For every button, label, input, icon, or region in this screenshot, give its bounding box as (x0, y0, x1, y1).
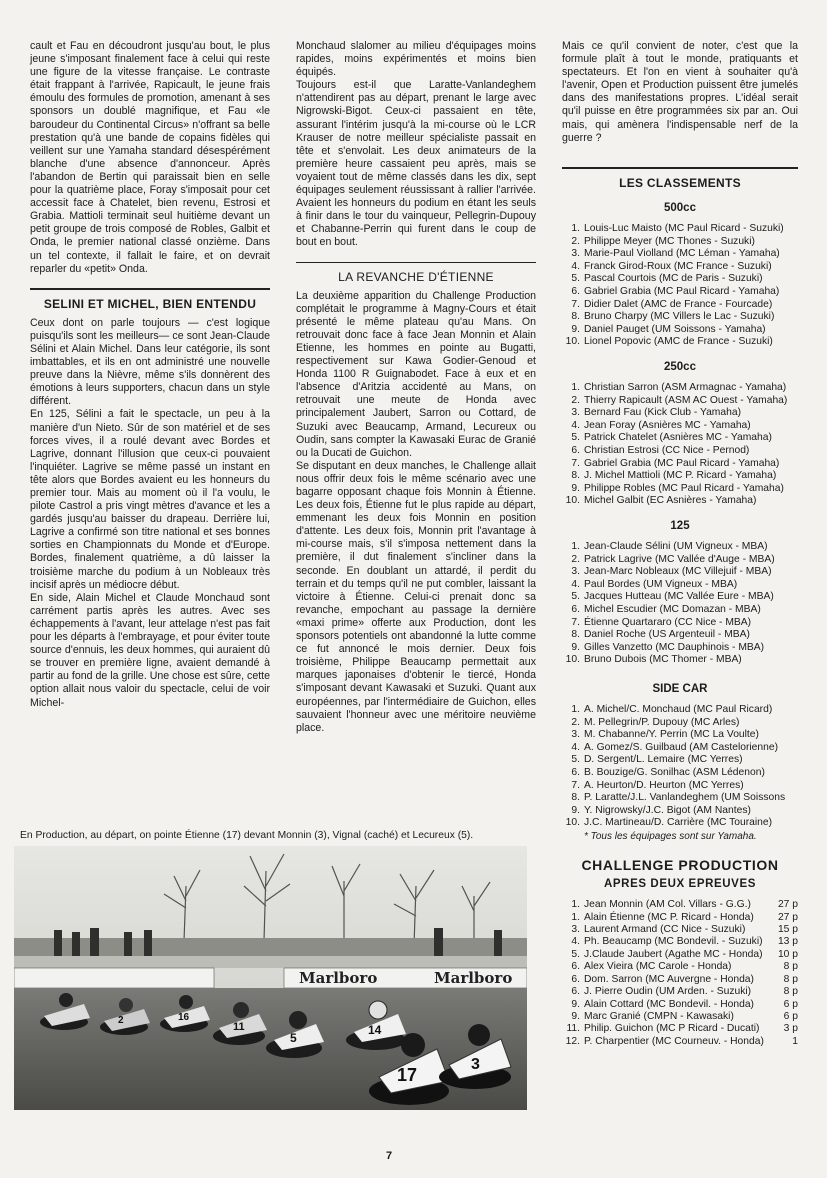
rank-number: 1. (571, 222, 580, 234)
rank-number: 6. (571, 444, 580, 456)
ranking-125 (562, 541, 798, 667)
rank-entry: Gabriel Grabia (MC Paul Ricard - Yamaha) (584, 457, 780, 469)
rank-points: 8 p (783, 973, 798, 985)
rank-points: 1 (792, 1035, 798, 1047)
classements-heading: LES CLASSEMENTS (562, 167, 798, 190)
race-number: 2 (118, 1015, 124, 1026)
rank-points: 15 p (777, 924, 798, 936)
rank-entry: J.C. Martineau/D. Carrière (MC Touraine) (584, 817, 773, 829)
rank-entry: Alain Cottard (MC Bondevil. - Honda) (584, 998, 754, 1010)
race-number: 17 (397, 1065, 418, 1085)
rank-number: 6. (571, 285, 580, 297)
rank-entry: J.Claude Jaubert (Agathe MC - Honda) (584, 948, 763, 960)
rank-number: 7. (571, 298, 580, 310)
ranking-row (562, 604, 798, 617)
rank-entry: A. Heurton/D. Heurton (MC Yerres) (584, 779, 744, 791)
article-column-3 (562, 40, 798, 1048)
rank-entry: Franck Girod-Roux (MC France - Suzuki) (584, 260, 772, 272)
article-paragraph: En 125, Sélini a fait le spectacle, un peu à la manière d'un Nieto. Sûr de son matériel et de ses forces vives, il a roulé devant avec Bordes et Lagrive, donnant l'illusion que ceux-ci pouvaient l'inquiéter. Lagrive se même passé un instant en tête alors que Bordes avaient eu les honneurs du premier tour. Mais au moment où il l'a voulu, le pilote Castrol a pris vingt mètres d'avance et les a gardés jusqu'au baisser du drapeau. Derrière lui, Lagrive a confirmé son titre national et ses bonnes sorties en Championnats du Monde et d'Europe. Bordes, finalement quatrième, a dû laisser la troisième marche du podium à un Nobleaux très incisif après un médiocre début. (30, 408, 270, 591)
ranking-row (562, 629, 798, 642)
ranking-row (562, 248, 798, 261)
race-number: 14 (368, 1023, 382, 1037)
rank-entry: Alex Vieira (MC Carole - Honda) (584, 961, 732, 973)
rank-entry: Alain Étienne (MC P. Ricard - Honda) (584, 911, 754, 923)
ranking-row (562, 780, 798, 793)
ranking-row (562, 261, 798, 274)
rank-number: 4. (571, 741, 580, 753)
rank-number: 4. (571, 260, 580, 272)
rank-number: 8. (571, 629, 580, 641)
challenge-row (562, 1036, 798, 1048)
rank-number: 6. (571, 603, 580, 615)
rank-entry: Bruno Dubois (MC Thomer - MBA) (584, 654, 742, 666)
ranking-500 (562, 223, 798, 349)
page-number: 7 (386, 1150, 393, 1162)
rank-entry: Patrick Chatelet (Asnières MC - Yamaha) (584, 432, 772, 444)
rank-points: 27 p (777, 911, 798, 923)
rank-entry: J. Michel Mattioli (MC P. Ricard - Yamaha) (584, 470, 777, 482)
rank-number: 9. (571, 804, 580, 816)
rank-number: 1. (571, 911, 580, 923)
rank-number: 5. (571, 591, 580, 603)
rank-entry: Christian Sarron (ASM Armagnac - Yamaha) (584, 381, 787, 393)
rank-entry: D. Sergent/L. Lemaire (MC Yerres) (584, 754, 743, 766)
rank-number: 8. (571, 311, 580, 323)
article-paragraph: En side, Alain Michel et Claude Monchaud sont carrément partis après les autres. Avec ses échappements à l'avant, leur attelage n'est pas fait pour les départs à l'embrayage, et pour éviter toute source d'ennuis, les deux hommes, qui auraient dû se trouver en première ligne, avaient demandé à partir au fond de la grille. Une chose est sûre, cette option allait nous valoir du spectacle, celui de voir Michel- (30, 591, 270, 709)
ranking-row (562, 495, 798, 508)
rank-number: 10. (565, 495, 580, 507)
rank-number: 4. (571, 419, 580, 431)
rank-entry: Michel Escudier (MC Domazan - MBA) (584, 603, 761, 615)
rank-entry: Daniel Pauget (UM Soissons - Yamaha) (584, 323, 766, 335)
rank-entry: Christian Estrosi (CC Nice - Pernod) (584, 444, 750, 456)
category-title-125: 125 (670, 519, 690, 532)
ranking-row (562, 579, 798, 592)
ranking-row (562, 236, 798, 249)
rank-entry: Jean Monnin (AM Col. Villars - G.G.) (584, 899, 751, 911)
rank-entry: Philip. Guichon (MC P Ricard - Ducati) (584, 1023, 760, 1035)
rank-number: 9. (571, 641, 580, 653)
rank-entry: Patrick Lagrive (MC Vallée d'Auge - MBA) (584, 553, 775, 565)
rank-points: 13 p (777, 936, 798, 948)
rank-number: 10. (565, 336, 580, 348)
rank-number: 6. (571, 986, 580, 998)
ranking-row (562, 311, 798, 324)
article-paragraph: Mais ce qu'il convient de noter, c'est que la formule plaît à tout le monde, pratiquants et spectateurs. Et l'on en vient à souhaiter qu'à l'avenir, Open et Production puissent être jumelés dans des manifestations propres. L'idéal serait qu'il puisse en être programmées six par an. Oui mais, qui amènera l'indispensable nerf de la guerre ? (562, 40, 798, 144)
category-title-side: SIDE CAR (652, 682, 708, 695)
category-title-250: 250cc (664, 360, 696, 373)
rank-number: 10. (565, 817, 580, 829)
ranking-row (562, 767, 798, 780)
ranking-row (562, 717, 798, 730)
rank-number: 1. (571, 899, 580, 911)
ranking-row (562, 407, 798, 420)
rank-entry: Pascal Courtois (MC de Paris - Suzuki) (584, 273, 763, 285)
ranking-row (562, 654, 798, 667)
rank-number: 3. (571, 407, 580, 419)
rank-entry: Michel Galbit (EC Asnières - Yamaha) (584, 495, 757, 507)
rank-entry: Jean Foray (Asnières MC - Yamaha) (584, 419, 751, 431)
rank-number: 10. (565, 654, 580, 666)
ranking-row (562, 817, 798, 830)
rank-entry: Bernard Fau (Kick Club - Yamaha) (584, 407, 741, 419)
banner-text: Marlboro (299, 969, 378, 987)
rank-points: 3 p (783, 1023, 798, 1035)
ranking-row (562, 470, 798, 483)
rank-number: 5. (571, 273, 580, 285)
ranking-row (562, 704, 798, 717)
ranking-row (562, 273, 798, 286)
rank-entry: Gilles Vanzetto (MC Dauphinois - MBA) (584, 641, 765, 653)
rank-number: 8. (571, 792, 580, 804)
rank-points: 27 p (777, 899, 798, 911)
rank-entry: A. Michel/C. Monchaud (MC Paul Ricard) (584, 704, 773, 716)
rank-entry: P. Laratte/J.L. Vanlandeghem (UM Soissons (584, 792, 786, 804)
ranking-row (562, 642, 798, 655)
rank-number: 5. (571, 432, 580, 444)
rank-entry: Paul Bordes (UM Vigneux - MBA) (584, 578, 738, 590)
rank-points: 6 p (783, 1010, 798, 1022)
rank-entry: Étienne Quartararo (CC Nice - MBA) (584, 616, 752, 628)
ranking-row (562, 223, 798, 236)
rank-entry: Bruno Charpy (MC Villers le Lac - Suzuki) (584, 311, 775, 323)
ranking-row (562, 458, 798, 471)
challenge-row (562, 974, 798, 986)
rank-number: 2. (571, 394, 580, 406)
rank-points: 10 p (777, 948, 798, 960)
challenge-row (562, 899, 798, 911)
ranking-row (562, 432, 798, 445)
challenge-row (562, 986, 798, 998)
rank-entry: A. Gomez/S. Guilbaud (AM Castelorienne) (584, 741, 779, 753)
rank-entry: Marie-Paul Violland (MC Léman - Yamaha) (584, 248, 780, 260)
ranking-row (562, 591, 798, 604)
rank-number: 2. (571, 553, 580, 565)
race-start-photo (14, 846, 527, 1110)
ranking-row (562, 541, 798, 554)
rank-entry: Thierry Rapicault (ASM AC Ouest - Yamaha) (584, 394, 788, 406)
challenge-row (562, 1023, 798, 1035)
article-paragraph: Monchaud slalomer au milieu d'équipages moins rapides, moins expérimentés et moins bien équipés. (296, 40, 536, 79)
article-paragraph: Ceux dont on parle toujours — c'est logique puisqu'ils sont les meilleurs— ce sont Jean-Claude Sélini et Alain Michel. Dans leur catégorie, ils sont imbattables, et ils en ont administré une nouvelle preuve dans la Nièvre, même s'ils donnèrent des émotions à leurs supporters, chacun dans un style différent. (30, 316, 270, 408)
ranking-row (562, 754, 798, 767)
rank-number: 9. (571, 998, 580, 1010)
rank-entry: M. Chabanne/Y. Perrin (MC La Voulte) (584, 729, 759, 741)
rank-entry: Gabriel Grabia (MC Paul Ricard - Yamaha) (584, 285, 780, 297)
challenge-row (562, 912, 798, 924)
rank-entry: Jean-Marc Nobleaux (MC Villejuif - MBA) (584, 566, 772, 578)
ranking-row (562, 742, 798, 755)
rank-number: 4. (571, 936, 580, 948)
rank-number: 3. (571, 729, 580, 741)
rank-points: 8 p (783, 961, 798, 973)
ranking-row (562, 299, 798, 312)
photo-caption: En Production, au départ, on pointe Étienne (17) devant Monnin (3), Vignal (caché) et Lecureux (5). (20, 830, 474, 841)
challenge-row (562, 961, 798, 973)
article-paragraph: Se disputant en deux manches, le Challenge allait nous offrir deux fois le même scénario avec une bagarre opposant chaque fois Monnin à Étienne. Les deux fois, Étienne fut le plus rapide au départ, emmenant les deux fois Monnin en position d'attente. Les deux fois, Monnin prit l'avantage à mi-course mais, s'il s'imposa nettement dans la première, il dut finalement s'incliner dans la seconde. En doublant un attardé, il perdit du terrain et du temps qu'il ne put combler, laissant la victoire à Étienne. Celui-ci prenait donc sa revanche, empochant au passage la dernière «maxi prime» offerte aux Production, dont les sponsors potentiels ont abandonné la lutte comme ce fut annoncé le mois dernier. Deux fois troisième, Philippe Beaucamp permettait aux marques japonaises d'obtenir le tiercé, Honda s'imposant devant Kawasaki et Suzuki. Quant aux européennes, par l'intermédiaire de Guichon, elles sauvaient l'honneur avec une méritoire neuvième place. (296, 459, 536, 734)
rank-number: 1. (571, 381, 580, 393)
ranking-row (562, 382, 798, 395)
rank-entry: P. Charpentier (MC Courneuv. - Honda) (584, 1035, 764, 1047)
rank-number: 6. (571, 767, 580, 778)
ranking-row (562, 729, 798, 742)
section-heading: LA REVANCHE D'ÉTIENNE (296, 262, 536, 284)
rank-entry: Y. Nigrowsky/J.C. Bigot (AM Nantes) (584, 804, 751, 816)
article-column-1 (30, 40, 270, 710)
rank-number: 11. (566, 1023, 580, 1035)
rank-points: 6 p (783, 998, 798, 1010)
challenge-row (562, 924, 798, 936)
ranking-row (562, 805, 798, 818)
race-number: 5 (290, 1031, 297, 1045)
banner-text: Marlboro (434, 969, 513, 987)
rank-number: 1. (571, 541, 580, 552)
rank-number: 7. (571, 616, 580, 628)
section-heading: SELINI ET MICHEL, BIEN ENTENDU (30, 288, 270, 311)
rank-number: 1. (571, 704, 580, 716)
ranking-side (562, 704, 798, 830)
rank-entry: Didier Dalet (AMC de France - Fourcade) (584, 298, 773, 310)
rank-number: 9. (571, 323, 580, 335)
rank-number: 4. (571, 578, 580, 590)
rank-number: 6. (571, 973, 580, 985)
rank-number: 2. (571, 235, 580, 247)
rank-entry: Jean-Claude Sélini (UM Vigneux - MBA) (584, 541, 768, 552)
rank-number: 3. (571, 248, 580, 260)
rank-points: 8 p (783, 986, 798, 998)
race-number: 3 (471, 1056, 480, 1073)
ranking-row (562, 445, 798, 458)
rank-entry: Laurent Armand (CC Nice - Suzuki) (584, 924, 746, 936)
rank-entry: Ph. Beaucamp (MC Bondevil. - Suzuki) (584, 936, 763, 948)
challenge-subtitle: APRES DEUX EPREUVES (604, 878, 756, 891)
rank-entry: M. Pellegrin/P. Dupouy (MC Arles) (584, 716, 740, 728)
rank-entry: B. Bouzige/G. Sonilhac (ASM Lédenon) (584, 767, 765, 778)
ranking-row (562, 395, 798, 408)
rank-entry: Philippe Meyer (MC Thones - Suzuki) (584, 235, 755, 247)
ranking-250 (562, 382, 798, 508)
article-paragraph: cault et Fau en découdront jusqu'au bout, le plus jeune s'imposant finalement face à celui qui reste une figure de la vitesse française. Le contraste était frappant à l'arrivée, Rapicault, le jeune frais émoulu des formules de promotion, amenant à ses sponsors un doublé magnifique, et Fau «le baroudeur du Continental Circus» n'offrant sa belle prestation qu'à une bande de copains fidèles qui veillent sur une Yamaha standard désespérément blanche d'une absence d'annonceur. Après l'abandon de Bertin qui paraissait bien en selle pour la quatrième place, Foray s'imposait pour cet accessit face à Chatelet, bien revenu, Estrosi et Grabia. Mattioli terminait seul huitième devant un petit groupe de trois composé de Robles, Galbit et Onda, le premier national classé onzième. Dans un tel contexte, il fallait le faire, et on devrait reparler du «petit» Onda. (30, 40, 270, 275)
rank-entry: Daniel Roche (US Argenteuil - MBA) (584, 629, 750, 641)
rank-number: 6. (571, 961, 580, 973)
challenge-row (562, 936, 798, 948)
rank-number: 12. (565, 1035, 580, 1047)
rank-entry: Lionel Popovic (AMC de France - Suzuki) (584, 336, 773, 348)
article-paragraph: La deuxième apparition du Challenge Production complétait le programme à Magny-Cours et était présenté le même plateau qu'au Mans. On retrouvait donc face à face Jean Monnin et Alain Etienne, les hommes en pointe au Bugatti, respectivement sur Kawa Godier-Genoud et Honda 1100 R Guignabodet. Face à eux et en l'absence d'Aritzia accidenté au Mans, on retrouvait une meute de Honda avec principalement Jaubert, Sarron ou Cottard, de Suzuki avec Beaucamp, Armand, Lecureux ou Oudin, sans compter la Kawasaki Eurac de Granié ou la Ducati de Guichon. (296, 289, 536, 459)
ranking-row (562, 286, 798, 299)
ranking-row (562, 420, 798, 433)
rank-entry: Philippe Robles (MC Paul Ricard - Yamaha) (584, 482, 784, 494)
ranking-row (562, 792, 798, 805)
challenge-title: CHALLENGE PRODUCTION (581, 857, 779, 874)
challenge-row (562, 949, 798, 961)
rank-number: 9. (571, 482, 580, 494)
race-number: 11 (233, 1021, 245, 1033)
rank-number: 5. (571, 754, 580, 766)
ranking-row (562, 566, 798, 579)
challenge-ranking (562, 899, 798, 1048)
rank-number: 3. (571, 924, 580, 936)
rank-number: 2. (571, 716, 580, 728)
ranking-row (562, 617, 798, 630)
rank-entry: Dom. Sarron (MC Auvergne - Honda) (584, 973, 754, 985)
rank-number: 8. (571, 470, 580, 482)
race-number: 16 (178, 1012, 190, 1023)
ranking-row (562, 336, 798, 349)
rank-entry: Jacques Hutteau (MC Vallée Eure - MBA) (584, 591, 774, 603)
rank-number: 9. (571, 1010, 580, 1022)
category-title-500: 500cc (664, 201, 696, 214)
ranking-row (562, 554, 798, 567)
ranking-row (562, 483, 798, 496)
rank-number: 3. (571, 566, 580, 578)
side-note: * Tous les équipages sont sur Yamaha. (584, 830, 757, 842)
ranking-row (562, 324, 798, 337)
rank-entry: Marc Granié (CMPN - Kawasaki) (584, 1010, 734, 1022)
rank-number: 7. (571, 779, 580, 791)
challenge-row (562, 999, 798, 1011)
rank-number: 5. (571, 948, 580, 960)
challenge-row (562, 1011, 798, 1023)
rank-number: 7. (571, 457, 580, 469)
rank-entry: Louis-Luc Maisto (MC Paul Ricard - Suzuki) (584, 222, 784, 234)
article-column-2 (296, 40, 536, 735)
rank-entry: J. Pierre Oudin (UM Arden. - Suzuki) (584, 986, 752, 998)
article-paragraph: Toujours est-il que Laratte-Vanlandeghem n'attendirent pas au départ, prenant le large avec Nigrowski-Bigot. Ceux-ci passaient en tête, assurant l'intérim jusqu'à la mi-course où le LCR Krauser de notre meilleur spécialiste passait en tête et s'envolait. Les deux animateurs de la première heure cassaient peu après, mais se voyaient tout de même classés dans les dix, sept équipages seulement réussissant à rallier l'arrivée. Avaient les honneurs du podium en étant les seuls à finir dans le tour du vainqueur, Pellegrin-Dupouy et Chabanne-Perrin qui furent dans le coup de bout en bout. (296, 79, 536, 249)
